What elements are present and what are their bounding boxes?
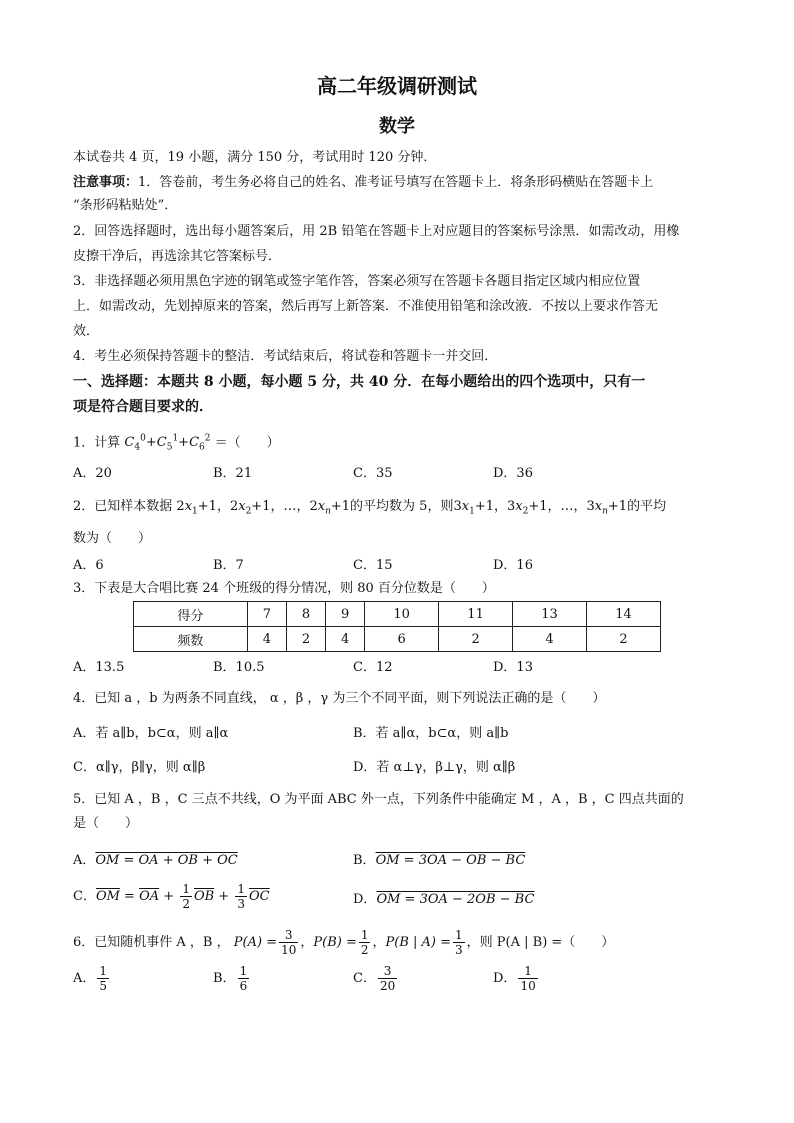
q2-option-d[interactable]: D．16	[493, 558, 533, 573]
q6-option-c[interactable]: C． $\frac{3}{20}$	[353, 964, 396, 993]
table-cell: 4	[326, 627, 365, 652]
q6-option-b[interactable]: B． $\frac{1}{6}$	[213, 964, 248, 993]
intro-text: 本试卷共 4 页，19 小题，满分 150 分，考试用时 120 分钟．	[73, 150, 437, 165]
table-cell: 得分	[134, 602, 248, 627]
q4-option-a[interactable]: A．若 a∥b，b⊂α，则 a∥α	[73, 726, 229, 741]
q5-options-row1	[73, 849, 733, 871]
q1-option-b[interactable]: B．21	[213, 466, 253, 481]
q6-given-frac: $\frac{3}{10}$	[281, 928, 297, 957]
q3-option-c[interactable]: C．12	[353, 660, 393, 675]
table-cell: 13	[513, 602, 587, 627]
table-cell: 8	[286, 602, 325, 627]
table-cell: 9	[326, 602, 365, 627]
question-2: 2．已知样本数据 $2x_1+1$，$2x_2+1$，…，$2x_n+1$的平均数为 5，则$3x_1+1$，$3x_2+1$，…，$3x_n+1$的平均	[73, 499, 667, 517]
q5-options-row2	[73, 882, 733, 914]
section-heading-cont: 项是符合题目要求的．	[73, 399, 213, 415]
q6-given-frac: $\frac{1}{2}$	[360, 928, 369, 957]
q5-option-b[interactable]: B．OM = 3OA − OB − BC	[353, 853, 526, 868]
exam-title: 高二年级调研测试	[317, 74, 477, 98]
q3-option-a[interactable]: A．13.5	[73, 660, 125, 675]
q2-option-b[interactable]: B．7	[213, 558, 244, 573]
q3-option-b[interactable]: B．10.5	[213, 660, 265, 675]
table-cell: 10	[365, 602, 439, 627]
q5-option-d[interactable]: D．OM = 3OA − 2OB − BC	[353, 892, 535, 907]
q2-data-expr-2: $3x_1+1$，$3x_2+1$，…，$3x_n+1$	[453, 499, 628, 517]
q4-options-row1	[73, 722, 733, 744]
note-1: 注意事项：1．答卷前，考生务必将自己的姓名、准考证号填写在答题卡上．将条形码横贴在答题卡上	[73, 175, 654, 190]
q6-options	[73, 964, 733, 1000]
q6-given-frac: $\frac{1}{3}$	[455, 928, 463, 957]
q1-option-d[interactable]: D．36	[493, 466, 533, 481]
question-2-cont: 数为（ ）	[73, 531, 152, 546]
question-4: 4．已知 a ，b 为两条不同直线， α ，β ，γ 为三个不同平面，则下列说法正确的是（ ）	[73, 691, 606, 706]
table-cell: 4	[247, 627, 286, 652]
question-5-cont: 是（ ）	[73, 816, 139, 831]
q2-option-c[interactable]: C．15	[353, 558, 393, 573]
note-2: 2．回答选择题时，选出每小题答案后，用 2B 铅笔在答题卡上对应题目的答案标号涂黑．如需改动，用橡	[73, 224, 680, 239]
score-table	[133, 601, 661, 652]
table-cell: 4	[513, 627, 587, 652]
table-row	[134, 602, 661, 627]
question-3: 3．下表是大合唱比赛 24 个班级的得分情况，则 80 百分位数是（ ）	[73, 581, 495, 596]
table-cell: 2	[286, 627, 325, 652]
notes-label: 注意事项：	[73, 175, 139, 190]
question-6: 6．已知随机事件 A ，B ， P(A) = $\frac{3}{10}$ ，P(B) = $\frac{1}{2}$ ，P(B | A) = $\frac{1}{3}$ ，则 P(A | B) =（ ）	[73, 928, 615, 957]
q1-option-a[interactable]: A．20	[73, 466, 112, 481]
q1-expression: $C_4^0+C_5^1+C_6^2$	[124, 434, 211, 453]
subject-title: 数学	[379, 116, 415, 137]
table-cell: 2	[586, 627, 660, 652]
q4-option-c[interactable]: C．α∥γ，β∥γ，则 α∥β	[73, 760, 206, 775]
q4-options-row2	[73, 756, 733, 778]
q2-option-a[interactable]: A．6	[73, 558, 104, 573]
q1-options	[73, 462, 733, 484]
q1-option-c[interactable]: C．35	[353, 466, 393, 481]
table-cell: 6	[365, 627, 439, 652]
q6-option-a[interactable]: A． $\frac{1}{5}$	[73, 964, 108, 993]
question-5: 5．已知 A ，B ，C 三点不共线，O 为平面 ABC 外一点，下列条件中能确定 M ，A ，B ，C 四点共面的	[73, 792, 684, 807]
q4-option-b[interactable]: B．若 a∥α，b⊂α，则 a∥b	[353, 726, 509, 741]
note-3-cont: 上．如需改动，先划掉原来的答案，然后再写上新答案．不准使用铅笔和涂改液．不按以上要求作答无	[73, 299, 659, 314]
q3-options	[73, 656, 733, 678]
q2-data-expr: $2x_1+1$，$2x_2+1$，…，$2x_n+1$	[176, 499, 351, 517]
table-cell: 14	[586, 602, 660, 627]
note-3-cont2: 效．	[73, 324, 100, 339]
table-row	[134, 627, 661, 652]
question-1: 1．计算 $C_4^0+C_5^1+C_6^2$ ＝（ ）	[73, 434, 280, 453]
table-cell: 11	[439, 602, 513, 627]
note-4: 4．考生必须保持答题卡的整洁．考试结束后，将试卷和答题卡一并交回．	[73, 349, 498, 364]
q5-option-a[interactable]: A．OM = OA + OB + OC	[73, 853, 238, 868]
table-cell: 7	[247, 602, 286, 627]
note-1-cont: “条形码粘贴处”．	[73, 198, 178, 213]
note-2-cont: 皮擦干净后，再选涂其它答案标号．	[73, 249, 282, 264]
q3-option-d[interactable]: D．13	[493, 660, 533, 675]
q4-option-d[interactable]: D．若 α⊥γ，β⊥γ，则 α∥β	[353, 760, 516, 775]
table-cell: 2	[439, 627, 513, 652]
q2-options	[73, 554, 733, 576]
section-heading: 一、选择题：本题共 8 小题，每小题 5 分，共 40 分．在每小题给出的四个选项中，只有一	[73, 374, 646, 390]
table-cell: 频数	[134, 627, 248, 652]
q5-option-c[interactable]: C．$\overline{OM} = \overline{OA}$ + $\frac{1}{2}$ $\overline{OB}$ + $\frac{1}{3}$ $\overline{OC}$	[73, 882, 270, 911]
q6-option-d[interactable]: D． $\frac{1}{10}$	[493, 964, 536, 993]
note-3: 3．非选择题必须用黑色字迹的钢笔或签字笔作答，答案必须写在答题卡各题目指定区域内相应位置	[73, 274, 641, 289]
